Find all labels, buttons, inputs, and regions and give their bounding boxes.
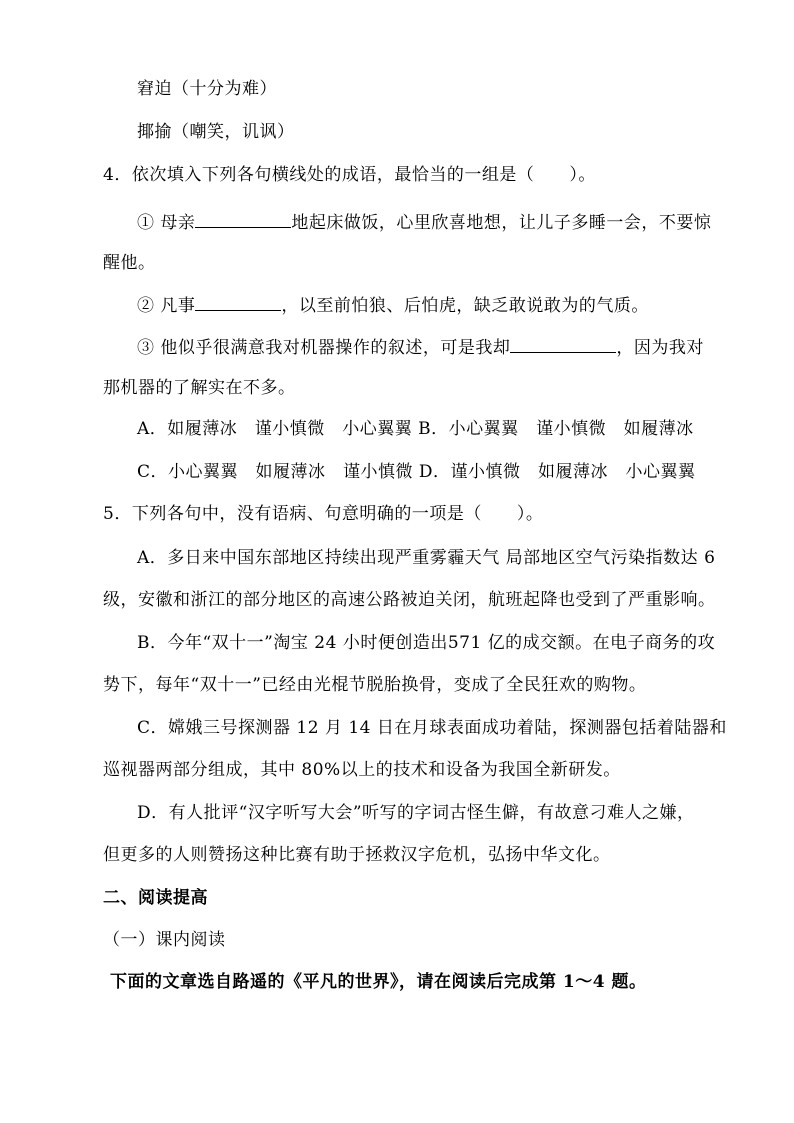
question-5-option-b-cont: 势下，每年“双十一”已经由光棍节脱胎换骨，变成了全民狂欢的购物。: [103, 675, 647, 695]
reading-intro: 下面的文章选自路遥的《平凡的世界》，请在阅读后完成第 1～4 题。: [110, 972, 647, 992]
section-subtitle: （一）课内阅读: [103, 930, 226, 950]
section-title: 二、阅读提高: [103, 888, 208, 908]
question-4-stem: 4．依次填入下列各句横线处的成语，最恰当的一组是（ ）。: [103, 165, 596, 185]
sentence-text: ③ 他似乎很满意我对机器操作的叙述，可是我却: [137, 338, 511, 358]
question-4-sentence-3: [137, 334, 704, 360]
fill-blank[interactable]: [195, 209, 291, 228]
sentence-text: ，因为我对: [616, 338, 704, 358]
question-5-option-a-cont: 级，安徽和浙江的部分地区的高速公路被迫关闭，航班起降也受到了严重影响。: [103, 590, 716, 610]
sentence-text: ，以至前怕狼、后怕虎，缺乏敢说敢为的气质。: [281, 296, 649, 316]
question-5-option-b: B．今年“双十一”淘宝 24 小时便创造出571 亿的成交额。在电子商务的攻: [137, 633, 716, 653]
question-4-sentence-2: [137, 292, 649, 318]
fill-blank[interactable]: [510, 334, 616, 353]
vocab-item: 窘迫（十分为难）: [137, 79, 277, 99]
sentence-text: ① 母亲: [137, 213, 196, 233]
question-4-sentence-1: [137, 209, 711, 235]
question-4-options-cd: C．小心翼翼 如履薄冰 谨小慎微 D．谨小慎微 如履薄冰 小心翼翼: [137, 462, 696, 482]
fill-blank[interactable]: [195, 292, 281, 311]
question-5-option-c-cont: 巡视器两部分组成，其中 80%以上的技术和设备为我国全新研发。: [103, 760, 621, 780]
question-4-sentence-3-cont: 那机器的了解实在不多。: [103, 378, 296, 398]
question-5-option-d: D．有人批评“汉字听写大会”听写的字词古怪生僻，有故意刁难人之嫌，: [137, 803, 695, 823]
sentence-text: ② 凡事: [137, 296, 196, 316]
vocab-item: 揶揄（嘲笑，讥讽）: [137, 122, 295, 142]
question-5-option-d-cont: 但更多的人则赞扬这种比赛有助于拯救汉字危机，弘扬中华文化。: [103, 845, 611, 865]
question-5-stem: 5．下列各句中，没有语病、句意明确的一项是（ ）。: [103, 504, 544, 524]
question-5-option-c: C．嫦娥三号探测器 12 月 14 日在月球表面成功着陆，探测器包括着陆器和: [137, 718, 727, 738]
sentence-text: 地起床做饭，心里欣喜地想，让儿子多睡一会，不要惊: [291, 213, 712, 233]
question-4-options-ab: A．如履薄冰 谨小慎微 小心翼翼 B．小心翼翼 谨小慎微 如履薄冰: [137, 419, 694, 439]
question-5-option-a: A．多日来中国东部地区持续出现严重雾霾天气 局部地区空气污染指数达 6: [137, 548, 716, 568]
question-4-sentence-1-cont: 醒他。: [103, 253, 156, 273]
